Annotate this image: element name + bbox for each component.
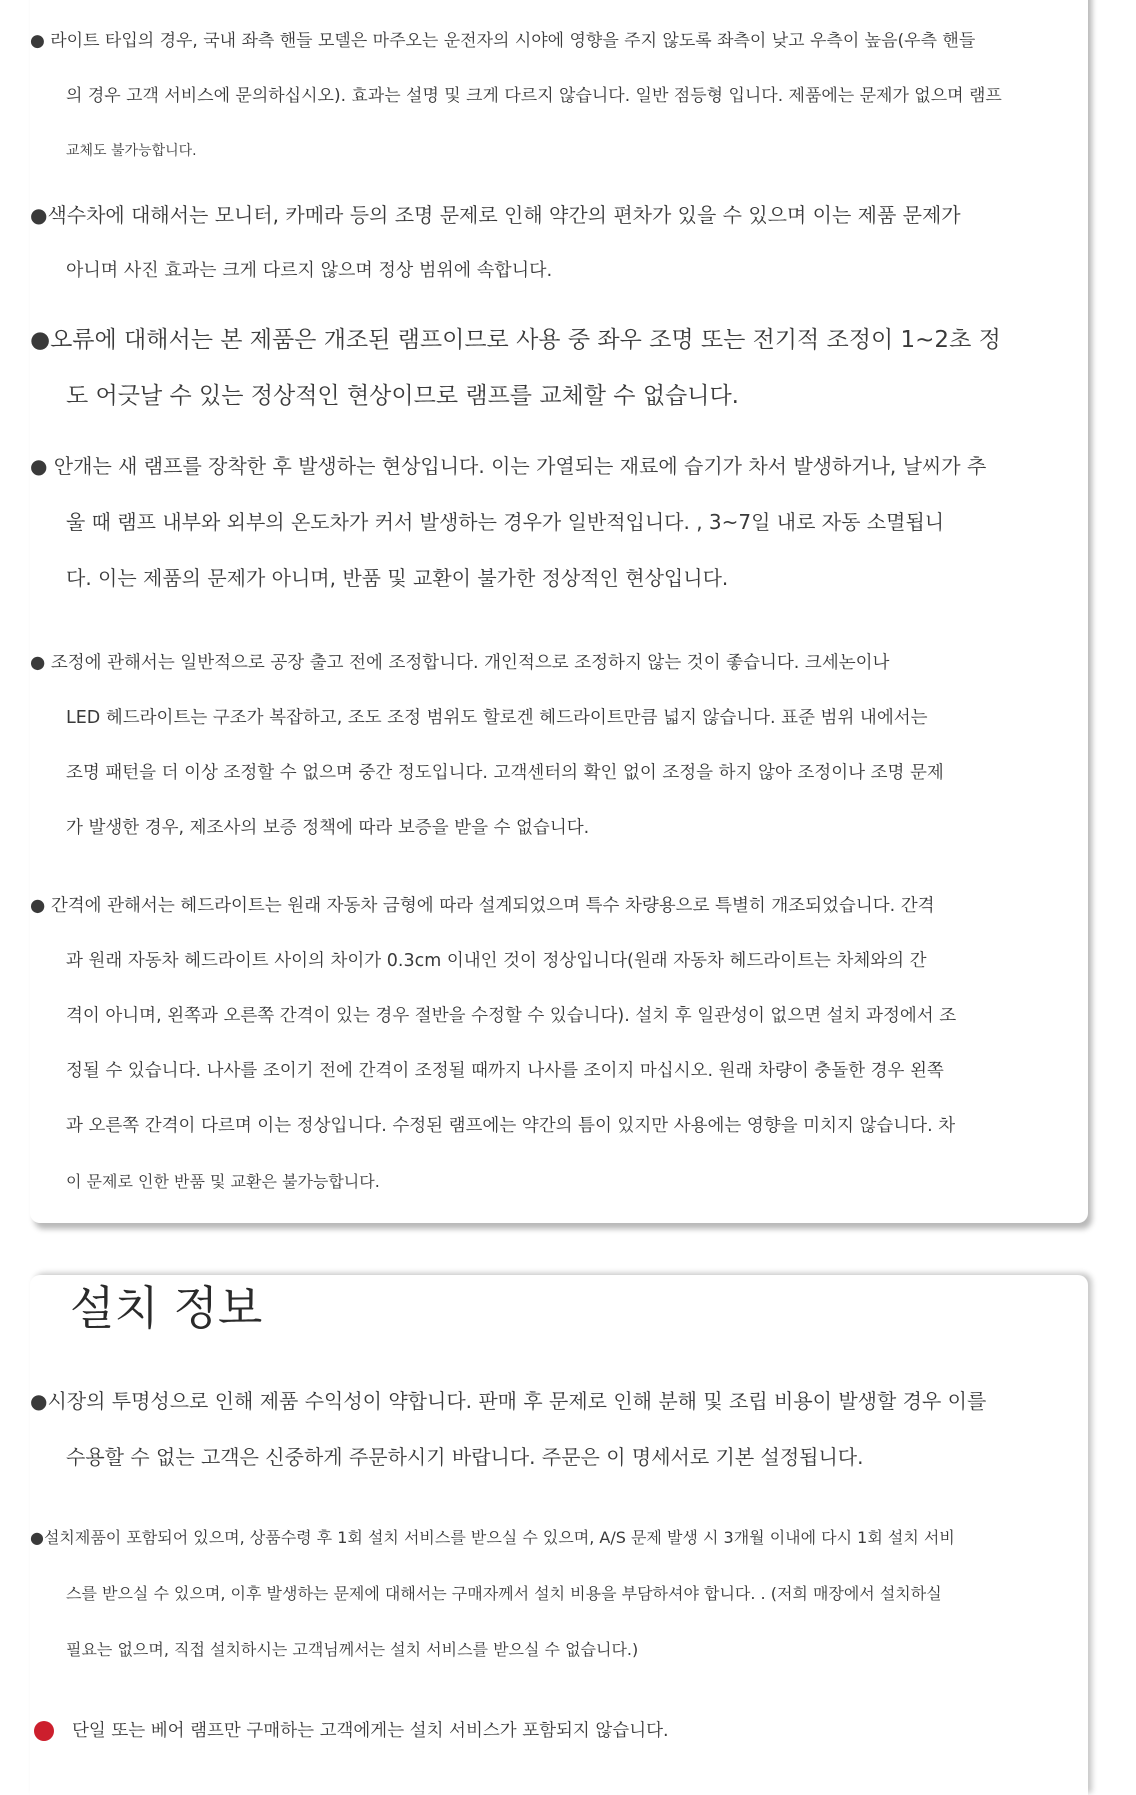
notice-line: 정될 수 있습니다. 나사를 조이기 전에 간격이 조정될 때까지 나사를 조이지 마십시오. 원래 차량이 충돌한 경우 왼쪽: [66, 1061, 944, 1081]
notice-line: ● 조정에 관해서는 일반적으로 공장 출고 전에 조정합니다. 개인적으로 조정하지 않는 것이 좋습니다. 크세논이나: [30, 653, 890, 673]
notice-line: 의 경우 고객 서비스에 문의하십시오). 효과는 설명 및 크게 다르지 않습니다. 일반 점등형 입니다. 제품에는 문제가 없으며 램프: [66, 86, 1002, 106]
notice-fog: [30, 438, 986, 606]
notice-line: 아니며 사진 효과는 크게 다르지 않으며 정상 범위에 속합니다.: [66, 260, 553, 281]
install-service: [30, 1510, 955, 1678]
notice-line: ●오류에 대해서는 본 제품은 개조된 램프이므로 사용 중 좌우 조명 또는 전기적 조정이 1~2초 정: [30, 327, 1001, 353]
install-profitability: [30, 1373, 986, 1485]
notice-gap: [30, 879, 956, 1209]
install-line: 스를 받으실 수 있으며, 이후 발생하는 문제에 대해서는 구매자께서 설치 비용을 부담하셔야 합니다. . (저희 매장에서 설치하실: [66, 1584, 942, 1603]
notice-line: 가 발생한 경우, 제조사의 보증 정책에 따라 보증을 받을 수 없습니다.: [66, 818, 590, 838]
notice-line: 격이 아니며, 왼쪽과 오른쪽 간격이 있는 경우 절반을 수정할 수 있습니다). 설치 후 일관성이 없으면 설치 과정에서 조: [66, 1006, 957, 1026]
install-line: 수용할 수 없는 고객은 신중하게 주문하시기 바랍니다. 주문은 이 명세서로 기본 설정됩니다.: [66, 1445, 864, 1469]
notice-line: 이 문제로 인한 반품 및 교환은 불가능합니다.: [66, 1172, 380, 1191]
notice-line: 과 원래 자동차 헤드라이트 사이의 차이가 0.3cm 이내인 것이 정상입니다(원래 자동차 헤드라이트는 차체와의 간: [66, 951, 927, 971]
notice-line: ● 라이트 타입의 경우, 국내 좌측 핸들 모델은 마주오는 운전자의 시야에 영향을 주지 않도록 좌측이 낮고 우측이 높음(우측 핸들: [30, 31, 976, 51]
notice-line: 다. 이는 제품의 문제가 아니며, 반품 및 교환이 불가한 정상적인 현상입니다.: [66, 566, 729, 590]
install-line: ●설치제품이 포함되어 있으며, 상품수령 후 1회 설치 서비스를 받으실 수 있으며, A/S 문제 발생 시 3개월 이내에 다시 1회 설치 서비: [30, 1528, 955, 1547]
notice-line: ●색수차에 대해서는 모니터, 카메라 등의 조명 문제로 인해 약간의 편차가 있을 수 있으며 이는 제품 문제가: [30, 203, 961, 227]
install-line: ●시장의 투명성으로 인해 제품 수익성이 약합니다. 판매 후 문제로 인해 분해 및 조립 비용이 발생할 경우 이를: [30, 1389, 987, 1413]
notice-line: 조명 패턴을 더 이상 조정할 수 없으며 중간 정도입니다. 고객센터의 확인 없이 조정을 하지 않아 조정이나 조명 문제: [66, 763, 944, 783]
notice-line: 울 때 램프 내부와 외부의 온도차가 커서 발생하는 경우가 일반적입니다. , 3~7일 내로 자동 소멸됩니: [66, 510, 945, 534]
red-bullet-icon: [34, 1721, 54, 1741]
install-bare-lamp: [72, 1712, 669, 1750]
notice-line: ● 안개는 새 램프를 장착한 후 발생하는 현상입니다. 이는 가열되는 재료에 습기가 차서 발생하거나, 날씨가 추: [30, 454, 987, 478]
notice-error: [30, 312, 1001, 424]
notice-color-aberration: [30, 187, 961, 299]
notice-line: LED 헤드라이트는 구조가 복잡하고, 조도 조정 범위도 할로겐 헤드라이트만큼 넓지 않습니다. 표준 범위 내에서는: [66, 708, 928, 728]
notice-line: 도 어긋날 수 있는 정상적인 현상이므로 램프를 교체할 수 없습니다.: [66, 383, 739, 409]
install-line: 단일 또는 베어 램프만 구매하는 고객에게는 설치 서비스가 포함되지 않습니다.: [72, 1721, 669, 1741]
notice-line: ● 간격에 관해서는 헤드라이트는 원래 자동차 금형에 따라 설계되었으며 특수 차량용으로 특별히 개조되었습니다. 간격: [30, 896, 935, 916]
section-title-install: 설치 정보: [70, 1281, 263, 1335]
install-line: 필요는 없으며, 직접 설치하시는 고객님께서는 설치 서비스를 받으실 수 없습니다.): [66, 1640, 639, 1659]
notice-light-type: [30, 14, 1002, 179]
notice-adjustment: [30, 636, 944, 856]
notice-line: 과 오른쪽 간격이 다르며 이는 정상입니다. 수정된 램프에는 약간의 틈이 있지만 사용에는 영향을 미치지 않습니다. 차: [66, 1116, 956, 1136]
notice-line: 교체도 불가능합니다.: [66, 143, 197, 159]
